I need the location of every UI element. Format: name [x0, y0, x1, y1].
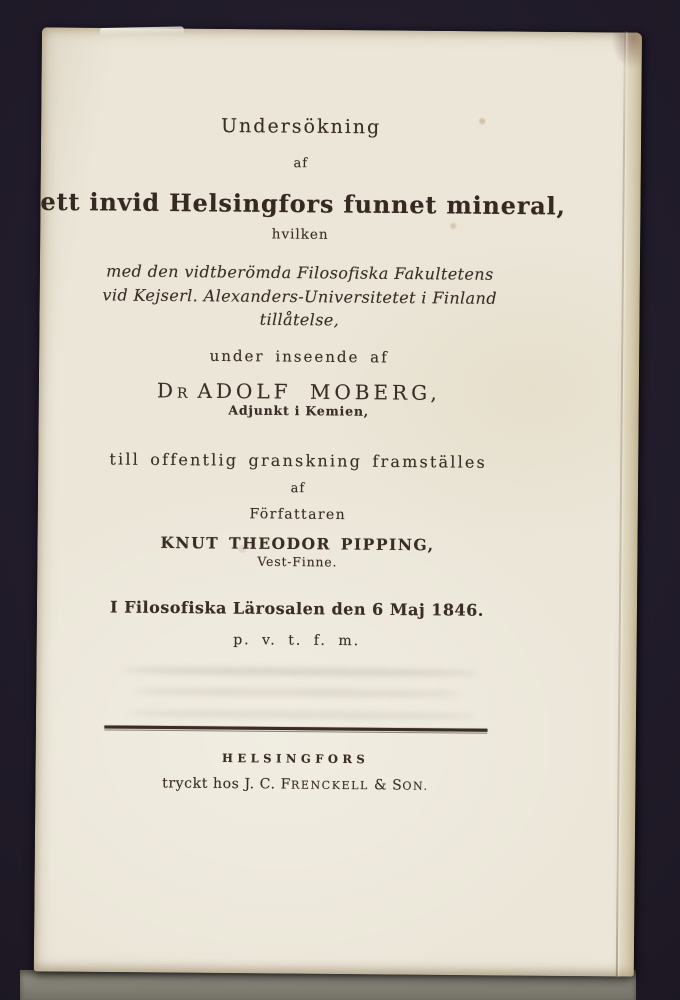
permission-line-2: vid Kejserl. Alexanders-Universitetet i Finland	[102, 285, 497, 308]
dr-small-cap: R	[176, 385, 192, 402]
imprint-printer	[35, 774, 555, 795]
pamphlet-title-page	[34, 27, 642, 976]
printer-smallcaps-renckell: RENCKELL	[290, 778, 370, 793]
presentation-line: till offentlig granskning framställes	[109, 449, 488, 472]
permission-line-1: med den vidtberömda Filosofiska Fakultetens	[106, 261, 494, 284]
printer-ampersand: &	[373, 777, 388, 794]
supervisor-full-name: ADOLF MOBERG,	[197, 378, 441, 405]
of-word-1: af	[293, 156, 309, 172]
printer-lead: tryckt hos J. C.	[162, 775, 276, 793]
printer-cap-s: S	[392, 777, 403, 794]
supervisor-title: Adjunkt i Kemien,	[228, 402, 370, 419]
printer-smallcaps-on: ON.	[402, 779, 429, 793]
work-title: Undersökning	[220, 114, 382, 139]
author-label: Författaren	[249, 506, 347, 524]
which-word: hvilken	[271, 226, 329, 243]
author-epithet: Vest-Finne.	[257, 553, 338, 570]
title-page-text-block	[34, 27, 566, 976]
defense-venue: I Filosofiska Lärosalen den 6 Maj 1846.	[109, 597, 484, 620]
supervision-lead: under inseende af	[209, 346, 389, 367]
dr-abbreviation	[157, 378, 192, 402]
of-word-2: af	[290, 481, 306, 497]
imprint-city: HELSINGFORS	[221, 750, 370, 767]
defense-time: p. v. t. f. m.	[233, 632, 361, 650]
dr-initial: D	[156, 378, 178, 403]
printer-cap-f: F	[280, 776, 292, 793]
imprint-double-rule	[104, 725, 487, 733]
work-subject: ett invid Helsingfors funnet mineral,	[40, 186, 566, 221]
permission-line-3: tillåtelse,	[259, 309, 340, 330]
author-name: KNUT THEODOR PIPPING,	[160, 532, 435, 555]
